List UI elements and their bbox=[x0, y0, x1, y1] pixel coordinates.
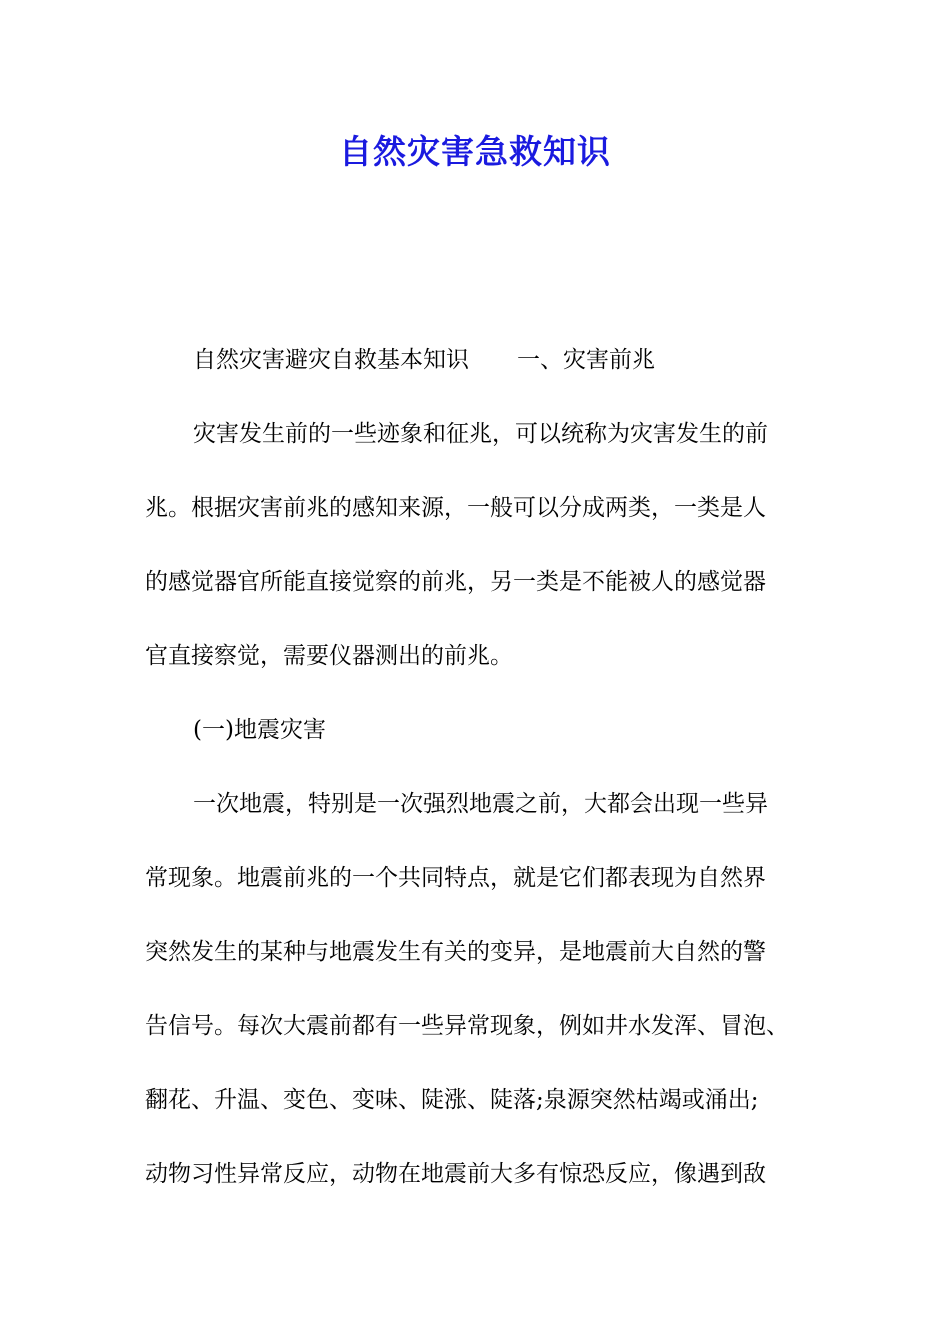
section-heading-text: 自然灾害避灾自救基本知识 bbox=[193, 347, 469, 373]
document-body bbox=[145, 340, 815, 1228]
paragraph-line: 一次地震，特别是一次强烈地震之前，大都会出现一些异 bbox=[193, 791, 768, 817]
paragraph-line: 兆。根据灾害前兆的感知来源，一般可以分成两类，一类是人 bbox=[145, 495, 766, 521]
paragraph-line bbox=[145, 340, 815, 414]
subheading-line: (一)地震灾害 bbox=[193, 717, 326, 743]
paragraph-line: 官直接察觉，需要仪器测出的前兆。 bbox=[145, 643, 513, 669]
document-title: 自然灾害急救知识 bbox=[339, 132, 611, 171]
subsection-heading-text: 一、灾害前兆 bbox=[517, 347, 655, 373]
paragraph-line: 突然发生的某种与地震发生有关的变异，是地震前大自然的警 bbox=[145, 939, 766, 965]
paragraph-line: 告信号。每次大震前都有一些异常现象，例如井水发浑、冒泡、 bbox=[145, 1013, 789, 1039]
paragraph-line: 常现象。地震前兆的一个共同特点，就是它们都表现为自然界 bbox=[145, 865, 766, 891]
paragraph-line: 的感觉器官所能直接觉察的前兆，另一类是不能被人的感觉器 bbox=[145, 569, 766, 595]
paragraph-line: 灾害发生前的一些迹象和征兆，可以统称为灾害发生的前 bbox=[193, 421, 768, 447]
paragraph-line: 翻花、升温、变色、变味、陡涨、陡落;泉源突然枯竭或涌出; bbox=[145, 1087, 759, 1113]
paragraph-line: 动物习性异常反应，动物在地震前大多有惊恐反应，像遇到敌 bbox=[145, 1161, 766, 1187]
